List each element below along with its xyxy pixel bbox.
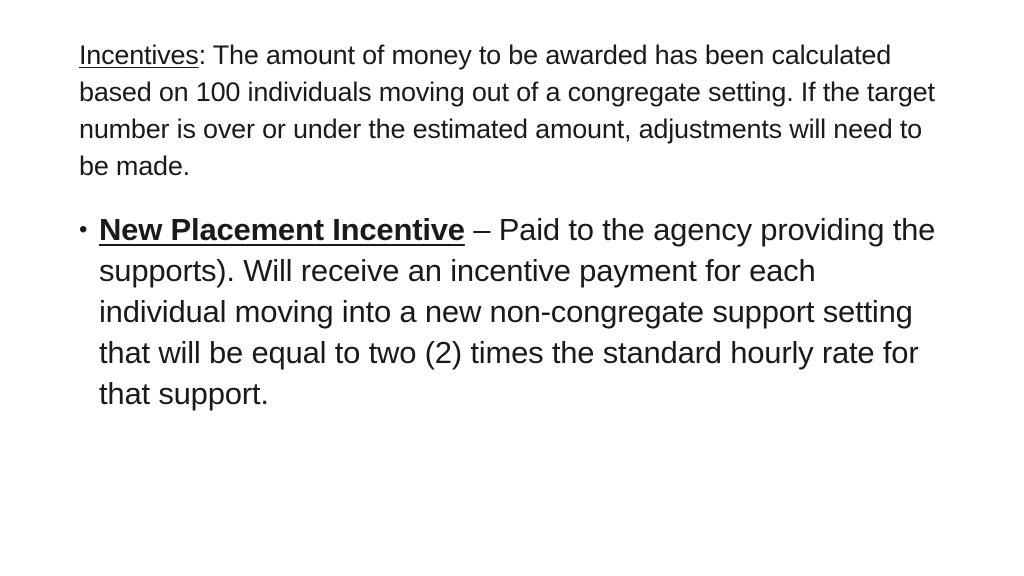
bullet-marker: • [79, 216, 88, 243]
title-term: Incentives [79, 40, 199, 70]
bullet-item [79, 209, 939, 414]
bullet-term: New Placement Incentive [99, 212, 465, 247]
slide-title [79, 37, 939, 185]
bullet-content [99, 209, 939, 414]
title-text: The amount of money to be awarded has been calculated based on 100 individuals moving out of a congregate setting. If the target number is over or under the estimated amount, adjustments will need to be made. [79, 40, 935, 181]
bullet-text: – Paid to the agency providing the supports). Will receive an incentive payment for each individual moving into a new non-congregate support setting that will be equal to two (2) times the standard hourly rate for that support. [99, 212, 936, 411]
bullet-list [79, 209, 939, 414]
title-separator: : [198, 40, 206, 70]
